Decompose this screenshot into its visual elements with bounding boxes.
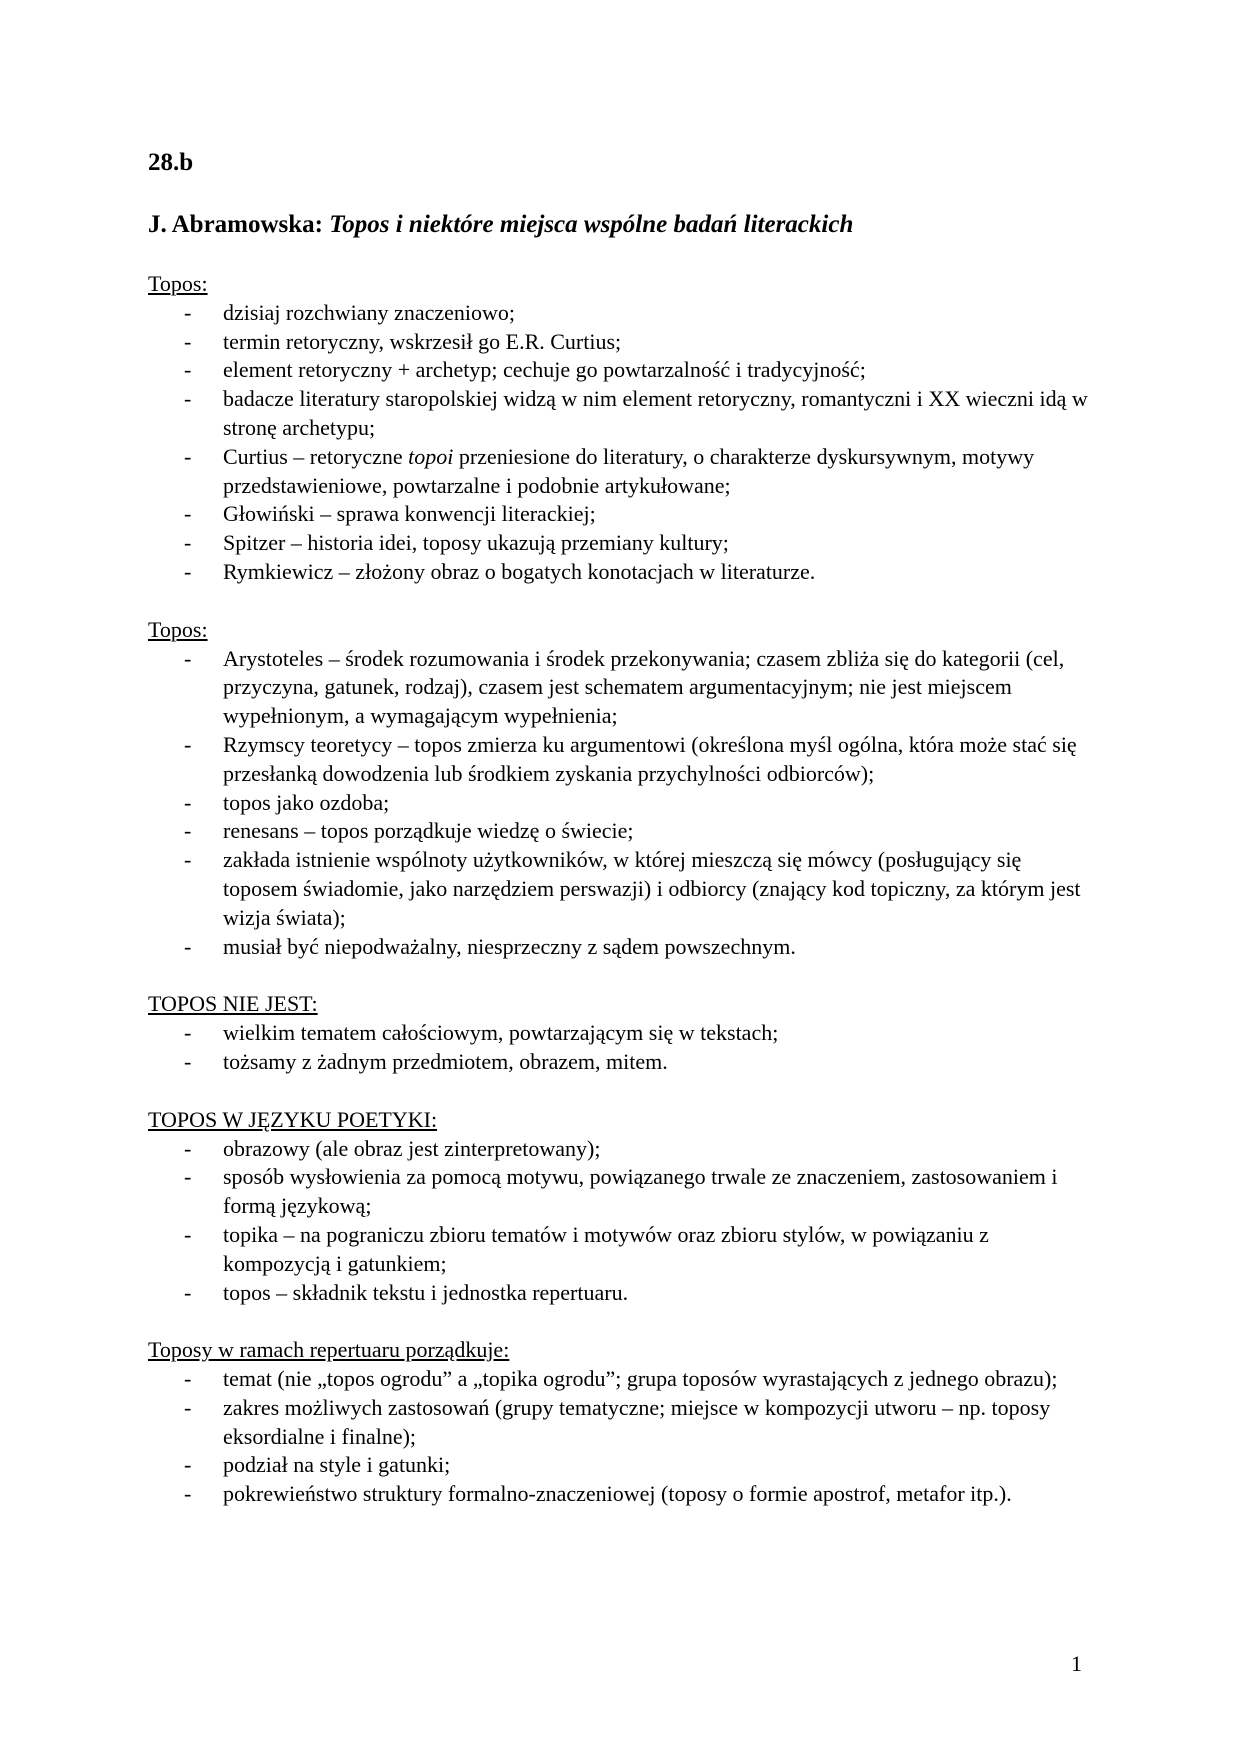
document-number: 28.b <box>148 149 194 176</box>
list-item: - Arystoteles – środek rozumowania i środek przekonywania; czasem zbliża się do kategorii (cel, przyczyna, gatunek, rodzaj), czasem jest schematem argumentacyjnym; nie jest miejscem wypełnionym, a wymagającym wypełnienia; <box>148 645 1098 731</box>
section-heading: TOPOS W JĘZYKU POETYKI: <box>148 1106 438 1132</box>
list-item: - dzisiaj rozchwiany znaczeniowo; <box>148 299 1098 328</box>
list-item: - Rzymscy teoretycy – topos zmierza ku argumentowi (określona myśl ogólna, która może stać się przesłanką dowodzenia lub środkiem zyskania przychylności odbiorców); <box>148 731 1098 789</box>
list-item: - wielkim tematem całościowym, powtarzającym się w tekstach; <box>148 1019 1098 1048</box>
list-item: - Głowiński – sprawa konwencji literackiej; <box>148 500 1098 529</box>
list-item: - element retoryczny + archetyp; cechuje go powtarzalność i tradycyjność; <box>148 356 1098 385</box>
list-item-text: Curtius – retoryczne <box>223 443 409 469</box>
list-item: - pokrewieństwo struktury formalno-znaczeniowej (toposy o formie apostrof, metafor itp.). <box>148 1480 1098 1509</box>
list-item-text: przeniesione do literatury, o charakterze dyskursywnym, motywy przedstawieniowe, powtarzalne i podobnie artykułowane; <box>223 443 1035 498</box>
document-body <box>148 270 1098 1538</box>
work-title: Topos i niektóre miejsca wspólne badań literackich <box>329 211 854 238</box>
list-item: - sposób wysłowienia za pomocą motywu, powiązanego trwale ze znaczeniem, zastosowaniem i formą językową; <box>148 1163 1098 1221</box>
list-item: - Rymkiewicz – złożony obraz o bogatych konotacjach w literaturze. <box>148 558 1098 587</box>
section <box>148 1106 1098 1308</box>
list-item: - zakłada istnienie wspólnoty użytkowników, w której mieszczą się mówcy (posługujący się toposem świadomie, jako narzędziem perswazji) i odbiorcy (znający kod topiczny, za którym jest wizja świata); <box>148 846 1098 932</box>
list-item: - topos – składnik tekstu i jednostka repertuaru. <box>148 1279 1098 1308</box>
list-item: - podział na style i gatunki; <box>148 1451 1098 1480</box>
section <box>148 1336 1098 1509</box>
document-title <box>148 208 853 242</box>
bullet-list <box>148 1365 1098 1509</box>
section-heading: Topos: <box>148 271 208 296</box>
bullet-list <box>148 645 1098 962</box>
page-number: 1 <box>1071 1651 1082 1676</box>
list-item: - termin retoryczny, wskrzesił go E.R. Curtius; <box>148 328 1098 357</box>
italic-term: topoi <box>408 443 454 469</box>
list-item: - renesans – topos porządkuje wiedzę o świecie; <box>148 817 1098 846</box>
list-item: - temat (nie „topos ogrodu” a „topika ogrodu”; grupa toposów wyrastających z jednego obrazu); <box>148 1365 1098 1394</box>
list-item: - musiał być niepodważalny, niesprzeczny z sądem powszechnym. <box>148 933 1098 962</box>
section <box>148 270 1098 587</box>
list-item: - tożsamy z żadnym przedmiotem, obrazem, mitem. <box>148 1048 1098 1077</box>
bullet-list <box>148 1135 1098 1308</box>
list-item: - badacze literatury staropolskiej widzą w nim element retoryczny, romantyczni i XX wieczni idą w stronę archetypu; <box>148 385 1098 443</box>
list-item: - topos jako ozdoba; <box>148 789 1098 818</box>
bullet-list <box>148 1019 1098 1077</box>
bullet-list <box>148 299 1098 587</box>
list-item: - obrazowy (ale obraz jest zinterpretowany); <box>148 1135 1098 1164</box>
list-item <box>148 443 1098 501</box>
author-name: J. Abramowska: <box>148 211 324 238</box>
list-item: - Spitzer – historia idei, toposy ukazują przemiany kultury; <box>148 529 1098 558</box>
list-item: - zakres możliwych zastosowań (grupy tematyczne; miejsce w kompozycji utworu – np. toposy eksordialne i finalne); <box>148 1394 1098 1452</box>
section-heading: Toposy w ramach repertuaru porządkuje: <box>148 1337 510 1363</box>
section-heading: TOPOS NIE JEST: <box>148 991 318 1017</box>
section <box>148 616 1098 962</box>
list-item: - topika – na pograniczu zbioru tematów i motywów oraz zbioru stylów, w powiązaniu z kompozycją i gatunkiem; <box>148 1221 1098 1279</box>
section <box>148 990 1098 1076</box>
section-heading: Topos: <box>148 616 208 642</box>
